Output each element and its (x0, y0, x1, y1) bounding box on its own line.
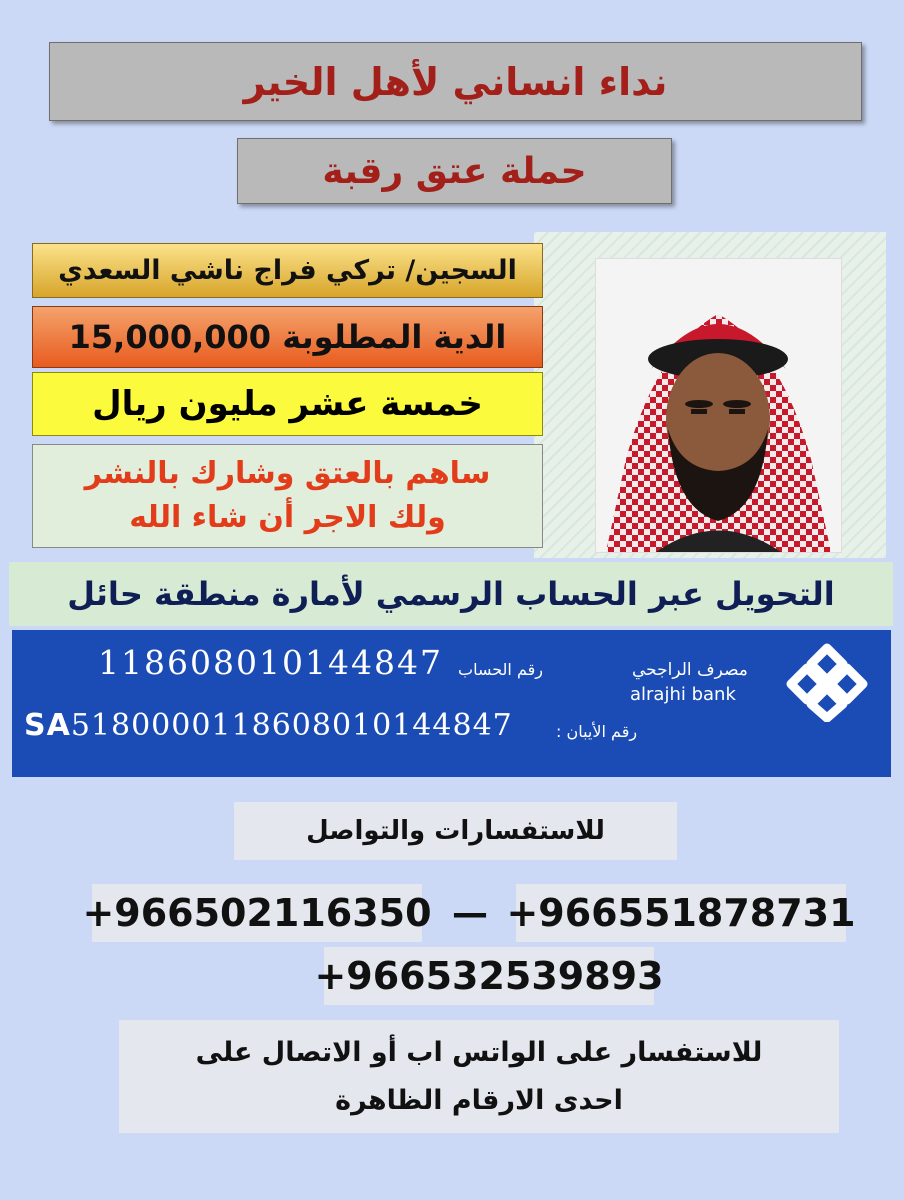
contact-note-line-1: للاستفسار على الواتس اب أو الاتصال على (195, 1036, 763, 1068)
account-number-label: رقم الحساب (458, 660, 543, 679)
appeal-box (32, 444, 543, 548)
diya-banner (32, 306, 543, 368)
bank-name-arabic: مصرف الراجحي (632, 660, 748, 680)
prisoner-name-banner: السجين/ تركي فراج ناشي السعدي (32, 243, 543, 298)
bank-name-english: alrajhi bank (630, 684, 736, 705)
iban-label: رقم الأيبان : (556, 722, 638, 741)
inquiries-heading: للاستفسارات والتواصل (234, 802, 677, 860)
prisoner-photo (595, 258, 842, 553)
phone-separator: — (452, 892, 488, 934)
contact-note (119, 1020, 839, 1133)
prisoner-portrait-image (596, 259, 841, 552)
page-title: نداء انساني لأهل الخير (49, 42, 862, 121)
appeal-line-1: ساهم بالعتق وشارك بالنشر (84, 456, 491, 491)
alrajhi-logo-icon (785, 642, 869, 722)
transfer-instruction-banner: التحويل عبر الحساب الرسمي لأمارة منطقة حائل (9, 562, 893, 626)
diya-label: الدية المطلوبة (282, 318, 507, 356)
phone-number-1[interactable]: +966551878731 (516, 884, 846, 942)
iban-prefix: SA (24, 708, 71, 743)
contact-note-line-2: احدى الارقام الظاهرة (335, 1084, 623, 1116)
phone-number-2[interactable]: +966502116350 (92, 884, 422, 942)
account-number: 118608010144847 (98, 643, 443, 682)
amount-in-words-banner: خمسة عشر مليون ريال (32, 372, 543, 436)
iban-digits: 5180000118608010144847 (70, 708, 513, 743)
appeal-line-2: ولك الاجر أن شاء الله (129, 500, 446, 535)
phone-number-3[interactable]: +966532539893 (324, 947, 654, 1005)
iban-number (24, 708, 513, 743)
diya-amount: 15,000,000 (68, 318, 272, 356)
campaign-subtitle: حملة عتق رقبة (237, 138, 672, 204)
